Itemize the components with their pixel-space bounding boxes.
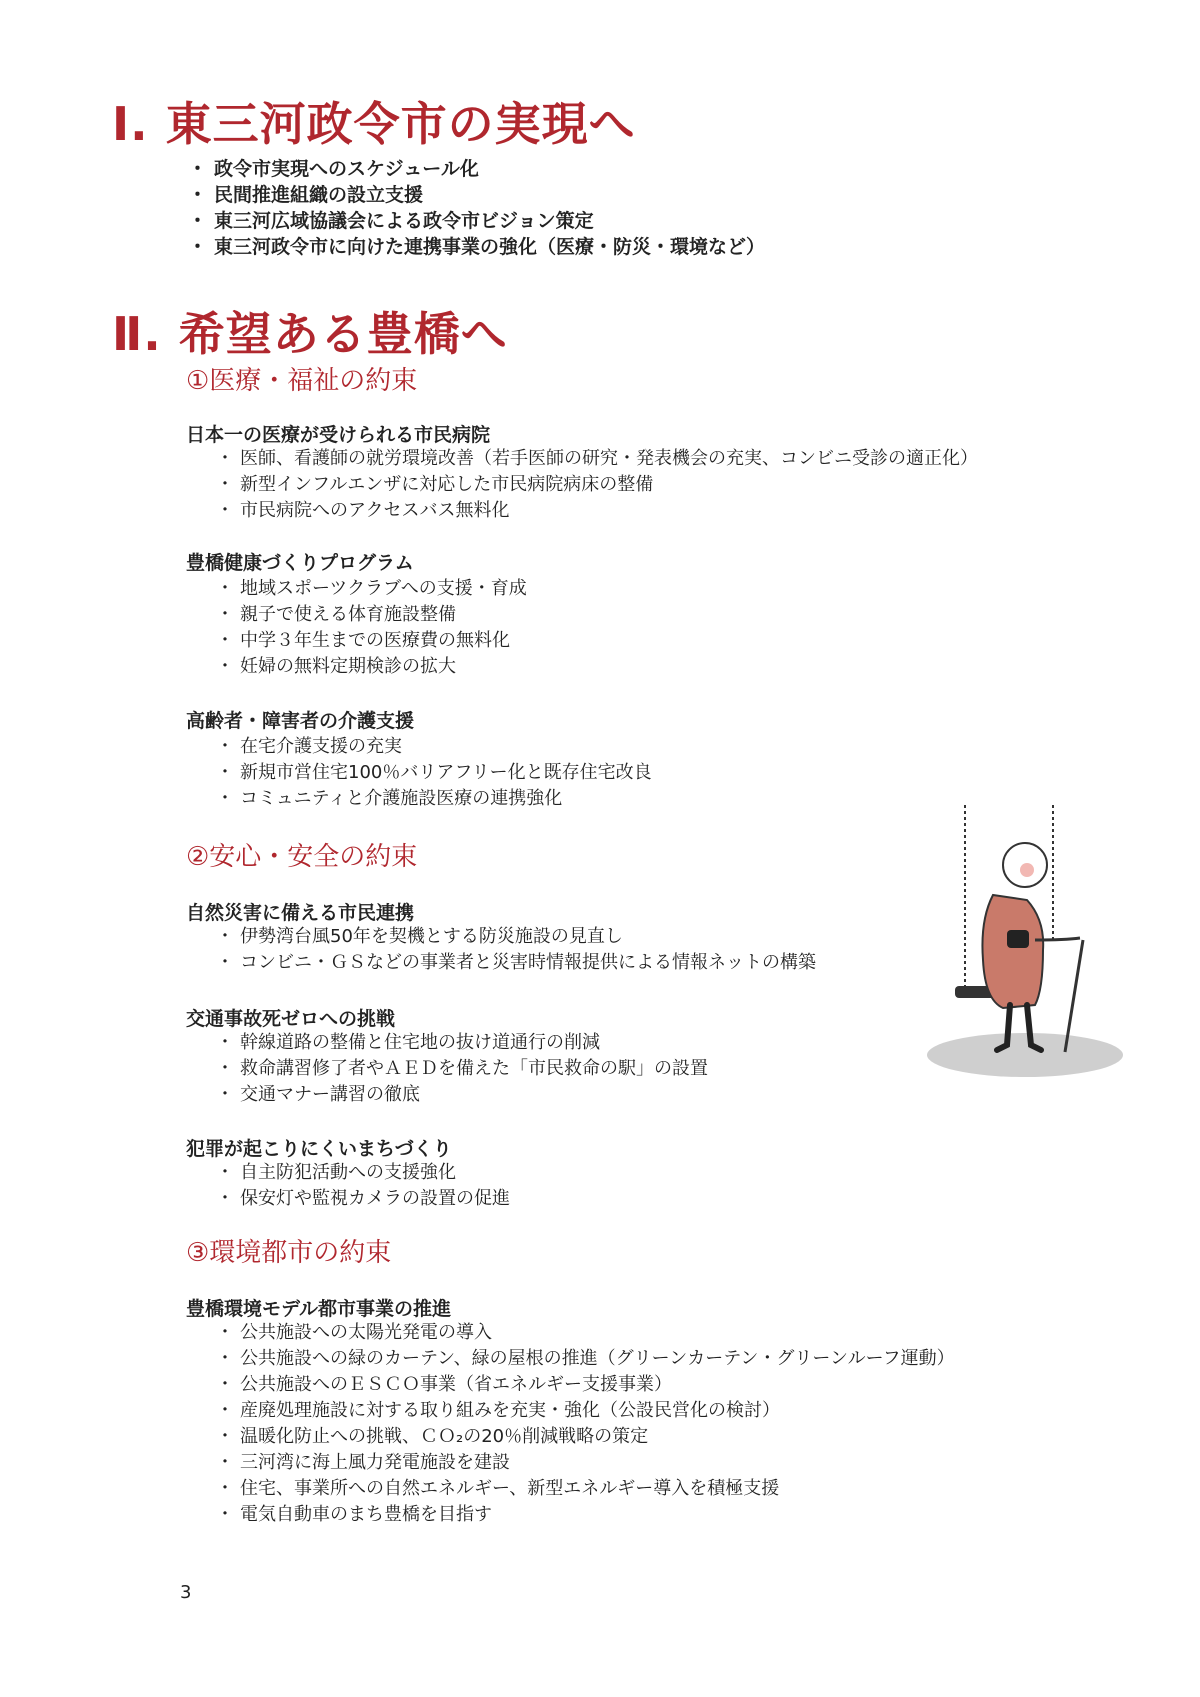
- list-item: [216, 1320, 955, 1346]
- list-item: [216, 1502, 955, 1528]
- section2-heading: Ⅱ. 希望ある豊橋へ: [112, 307, 508, 361]
- list-item-text: 電気自動車のまち豊橋を目指す: [240, 1504, 492, 1525]
- list-item-text: 新規市営住宅100％バリアフリー化と既存住宅改良: [240, 762, 652, 783]
- list-item: [216, 1186, 510, 1212]
- list-item: [216, 1160, 510, 1186]
- list-item: [216, 760, 652, 786]
- bullet: ・: [216, 952, 234, 973]
- bullet: ・: [216, 1504, 234, 1525]
- bullet: ・: [216, 1084, 234, 1105]
- list-item-text: 伊勢湾台風50年を契機とする防災施設の見直し: [240, 926, 623, 947]
- list-item-text: 産廃処理施設に対する取り組みを充実・強化（公設民営化の検討）: [240, 1400, 780, 1421]
- list-item: [216, 446, 978, 472]
- bullet: ・: [216, 736, 234, 757]
- list-item-text: コミュニティと介護施設医療の連携強化: [240, 788, 563, 809]
- bullet: ・: [216, 500, 234, 521]
- group-title: 交通事故死ゼロへの挑戦: [186, 1008, 396, 1030]
- list-item-text: 東三河広域協議会による政令市ビジョン策定: [214, 210, 594, 232]
- list-item-text: 親子で使える体育施設整備: [240, 604, 456, 625]
- section1-heading: Ⅰ. 東三河政令市の実現へ: [112, 97, 636, 151]
- list-item: [216, 786, 652, 812]
- list-item: [216, 1372, 955, 1398]
- bullet: ・: [188, 236, 208, 258]
- list-item: [216, 576, 527, 602]
- list-item: [216, 1030, 708, 1056]
- group-title: 高齢者・障害者の介護支援: [186, 710, 415, 732]
- bullet: ・: [216, 1162, 234, 1183]
- bullet: ・: [216, 1348, 234, 1369]
- bullet: ・: [216, 788, 234, 809]
- list-item-text: 中学３年生までの医療費の無料化: [240, 630, 510, 651]
- list-item: [188, 208, 765, 234]
- group-title: 自然災害に備える市民連携: [186, 902, 415, 924]
- bullet: ・: [216, 1322, 234, 1343]
- list-item-text: 救命講習修了者やＡＥＤを備えた「市民救命の駅」の設置: [240, 1058, 708, 1079]
- bullet: ・: [188, 158, 208, 180]
- list-item-text: 政令市実現へのスケジュール化: [214, 158, 479, 180]
- bullet: ・: [216, 1478, 234, 1499]
- list-item-text: 幹線道路の整備と住宅地の抜け道通行の削減: [240, 1032, 600, 1053]
- bullet: ・: [216, 474, 234, 495]
- list-item: [216, 1346, 955, 1372]
- group-title: 犯罪が起こりにくいまちづくり: [186, 1138, 452, 1160]
- bullet: ・: [188, 210, 208, 232]
- list-item-text: 市民病院へのアクセスバス無料化: [240, 500, 510, 521]
- list-item: [216, 1476, 955, 1502]
- list-item: [216, 1082, 708, 1108]
- sub-heading-medical: ①医療・福祉の約束: [186, 366, 418, 396]
- list-item-text: 公共施設への太陽光発電の導入: [240, 1322, 492, 1343]
- list-item: [216, 498, 978, 524]
- bullet: ・: [216, 1400, 234, 1421]
- bullet: ・: [216, 1452, 234, 1473]
- group-list: [216, 734, 652, 812]
- group-list: [216, 1320, 955, 1528]
- list-item-text: 医師、看護師の就労環境改善（若手医師の研究・発表機会の充実、コンビニ受診の適正化）: [240, 448, 978, 469]
- list-item: [188, 234, 765, 260]
- section1-list: [188, 156, 765, 260]
- list-item: [216, 654, 527, 680]
- list-item: [216, 924, 816, 950]
- bullet: ・: [216, 762, 234, 783]
- bullet: ・: [216, 448, 234, 469]
- list-item-text: 自主防犯活動への支援強化: [240, 1162, 456, 1183]
- group-title: 豊橋環境モデル都市事業の推進: [186, 1298, 452, 1320]
- list-item-text: 保安灯や監視カメラの設置の促進: [240, 1188, 510, 1209]
- handbag-shape: [1007, 930, 1029, 948]
- bullet: ・: [216, 578, 234, 599]
- group-list: [216, 1030, 708, 1108]
- list-item-text: 交通マナー講習の徹底: [240, 1084, 420, 1105]
- list-item-text: 住宅、事業所への自然エネルギー、新型エネルギー導入を積極支援: [240, 1478, 780, 1499]
- group-list: [216, 446, 978, 524]
- bullet: ・: [216, 1058, 234, 1079]
- list-item-text: 東三河政令市に向けた連携事業の強化（医療・防災・環境など）: [214, 236, 766, 258]
- list-item: [216, 1424, 955, 1450]
- sub-heading-safety: ②安心・安全の約束: [186, 842, 418, 872]
- list-item: [216, 950, 816, 976]
- bullet: ・: [216, 604, 234, 625]
- list-item-text: 三河湾に海上風力発電施設を建設: [240, 1452, 510, 1473]
- list-item: [216, 1450, 955, 1476]
- list-item-text: 公共施設へのＥＳＣＯ事業（省エネルギー支援事業）: [240, 1374, 672, 1395]
- list-item: [216, 1056, 708, 1082]
- cheek-shape: [1020, 863, 1034, 877]
- group-list: [216, 576, 527, 680]
- sub-heading-environment: ③環境都市の約束: [186, 1238, 392, 1268]
- bullet: ・: [216, 656, 234, 677]
- list-item: [216, 1398, 955, 1424]
- list-item-text: 民間推進組織の設立支援: [214, 184, 424, 206]
- elderly-person-on-swing-illustration: [915, 800, 1125, 1085]
- bullet: ・: [216, 1188, 234, 1209]
- coat-shape: [982, 895, 1043, 1008]
- group-title: 日本一の医療が受けられる市民病院: [186, 424, 491, 446]
- group-list: [216, 1160, 510, 1212]
- bullet: ・: [216, 630, 234, 651]
- list-item: [216, 628, 527, 654]
- shadow-shape: [927, 1033, 1123, 1077]
- list-item-text: 妊婦の無料定期検診の拡大: [240, 656, 456, 677]
- list-item: [188, 156, 765, 182]
- group-list: [216, 924, 816, 976]
- group-title: 豊橋健康づくりプログラム: [186, 552, 414, 574]
- list-item: [216, 734, 652, 760]
- cane-shape: [1065, 940, 1083, 1052]
- list-item: [216, 602, 527, 628]
- list-item-text: コンビニ・ＧＳなどの事業者と災害時情報提供による情報ネットの構築: [240, 952, 816, 973]
- list-item-text: 公共施設への緑のカーテン、緑の屋根の推進（グリーンカーテン・グリーンルーフ運動）: [240, 1348, 955, 1369]
- list-item: [216, 472, 978, 498]
- list-item-text: 地域スポーツクラブへの支援・育成: [240, 578, 527, 599]
- bullet: ・: [216, 1032, 234, 1053]
- list-item-text: 在宅介護支援の充実: [240, 736, 402, 757]
- list-item-text: 温暖化防止への挑戦、ＣＯ₂の20％削減戦略の策定: [240, 1426, 649, 1447]
- bullet: ・: [216, 1426, 234, 1447]
- page-number: 3: [180, 1582, 192, 1603]
- list-item-text: 新型インフルエンザに対応した市民病院病床の整備: [240, 474, 654, 495]
- bullet: ・: [216, 926, 234, 947]
- bullet: ・: [188, 184, 208, 206]
- bullet: ・: [216, 1374, 234, 1395]
- list-item: [188, 182, 765, 208]
